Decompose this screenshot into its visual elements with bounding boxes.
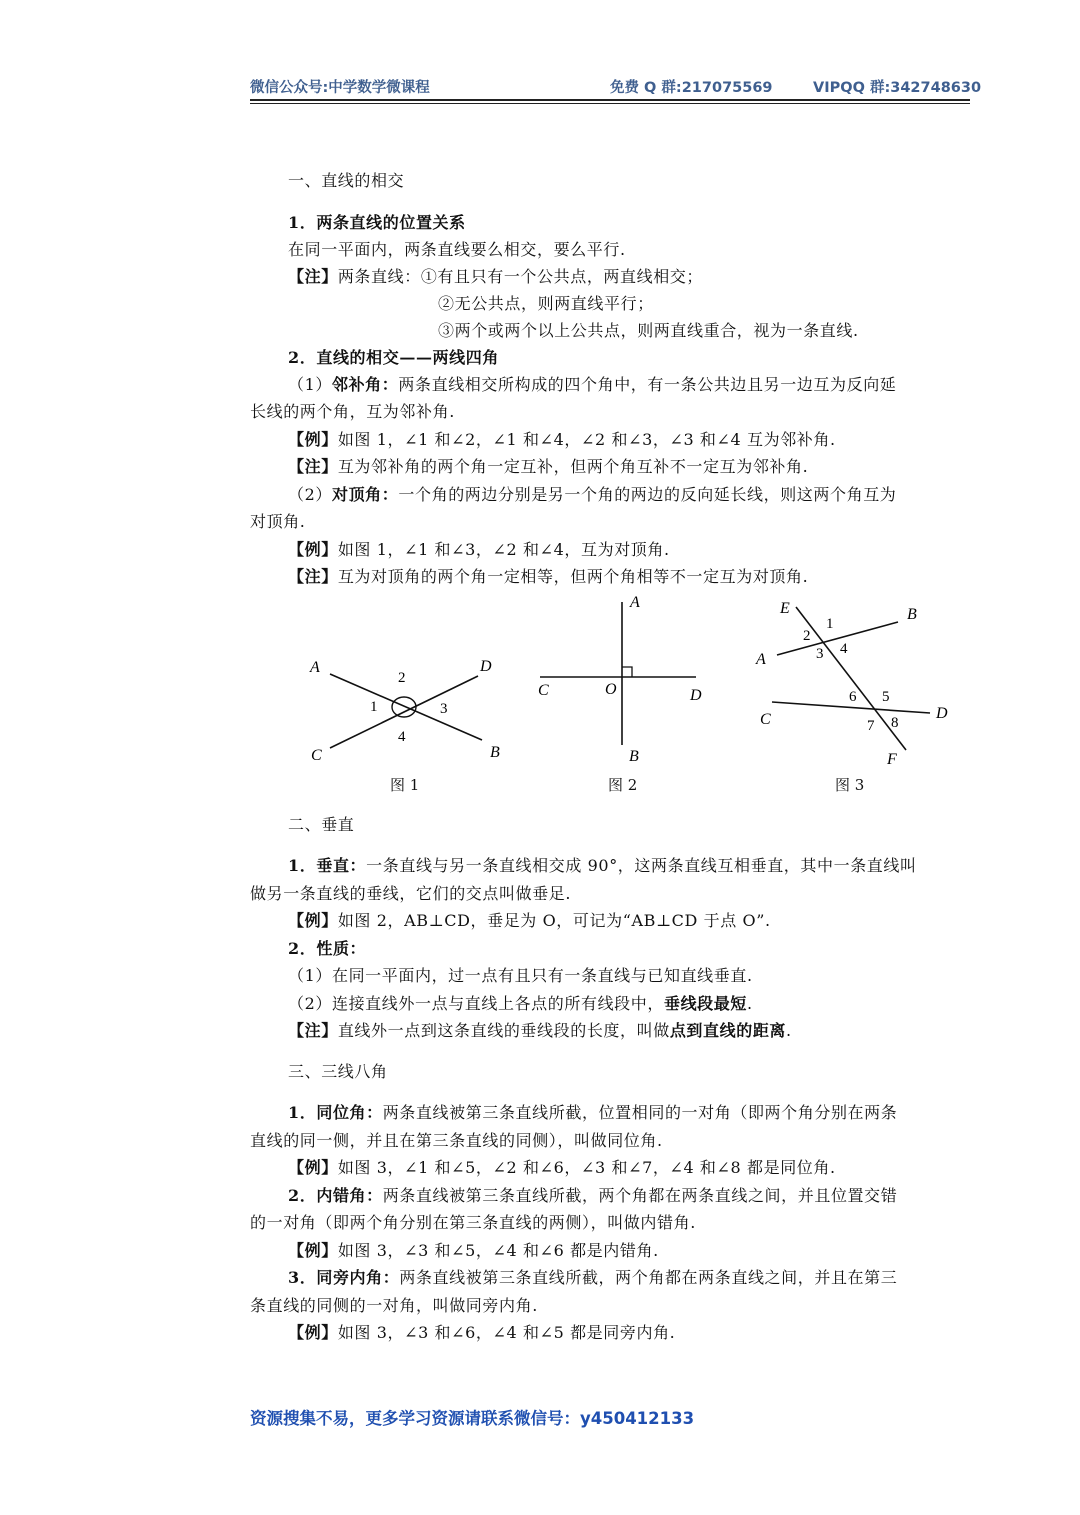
paragraph: 1．同位角：两条直线被第三条直线所截，位置相同的一对角（即两个角分别在两条 (288, 1103, 898, 1122)
point-c: C (311, 747, 322, 764)
point-a: A (756, 651, 766, 668)
section-title-intersection: 一、直线的相交 (288, 171, 405, 190)
paragraph: 3．同旁内角：两条直线被第三条直线所截，两个角都在两条直线之间，并且在第三 (288, 1268, 898, 1287)
point-f: F (887, 751, 897, 768)
header-rule (250, 99, 970, 101)
paragraph: 长线的两个角，互为邻补角. (250, 402, 455, 421)
property-1: （1）在同一平面内，过一点有且只有一条直线与已知直线垂直. (288, 966, 753, 985)
line-ab (330, 674, 482, 740)
note-line: 【注】互为邻补角的两个角一定互补，但两个角互补不一定互为邻补角. (288, 457, 809, 476)
point-b: B (907, 606, 917, 623)
subsection-properties: 2．性质： (288, 939, 367, 958)
figure-3 (740, 592, 960, 777)
property-2: （2）连接直线外一点与直线上各点的所有线段中，垂线段最短. (288, 994, 753, 1013)
figure-3-caption: 图 3 (835, 776, 865, 794)
subsection-intersection: 2．直线的相交——两线四角 (288, 348, 499, 367)
example-line: 【例】如图 3，∠3 和∠5，∠4 和∠6 都是内错角. (288, 1241, 659, 1260)
note-line: 【注】互为对顶角的两个角一定相等，但两个角相等不一定互为对顶角. (288, 567, 809, 586)
paragraph: （1）邻补角：两条直线相交所构成的四个角中，有一条公共边且另一边互为反向延 (288, 375, 897, 394)
page-header (250, 76, 982, 96)
angle-3: 3 (816, 646, 824, 662)
header-vip-qq: VIPQQ 群:342748630 (813, 80, 982, 96)
point-d: D (480, 658, 492, 675)
paragraph: 做另一条直线的垂线，它们的交点叫做垂足. (250, 884, 572, 903)
point-b: B (490, 744, 500, 761)
example-line: 【例】如图 3，∠1 和∠5，∠2 和∠6，∠3 和∠7，∠4 和∠8 都是同位角. (288, 1158, 836, 1177)
right-angle-mark (622, 667, 632, 677)
footer-contact: 资源搜集不易，更多学习资源请联系微信号：y450412133 (250, 1409, 695, 1428)
paragraph: （2）对顶角：一个角的两边分别是另一个角的两边的反向延长线，则这两个角互为 (288, 485, 897, 504)
example-line: 【例】如图 3，∠3 和∠6，∠4 和∠5 都是同旁内角. (288, 1323, 676, 1342)
note-line: 【注】直线外一点到这条直线的垂线段的长度，叫做点到直线的距离. (288, 1021, 792, 1040)
angle-8: 8 (891, 715, 899, 731)
figure-2-caption: 图 2 (608, 776, 638, 794)
paragraph: 对顶角. (250, 512, 306, 531)
angle-1: 1 (370, 699, 378, 715)
point-e: E (780, 600, 790, 617)
point-c: C (538, 682, 549, 699)
example-line: 【例】如图 1，∠1 和∠2，∠1 和∠4，∠2 和∠3，∠3 和∠4 互为邻补角. (288, 430, 836, 449)
point-b: B (629, 748, 639, 765)
point-d: D (936, 705, 948, 722)
angle-5: 5 (882, 689, 890, 705)
section-title-perpendicular: 二、垂直 (288, 815, 355, 834)
angle-2: 2 (398, 670, 406, 686)
figure-1-caption: 图 1 (390, 776, 420, 794)
example-line: 【例】如图 1，∠1 和∠3，∠2 和∠4，互为对顶角. (288, 540, 670, 559)
point-c: C (760, 711, 771, 728)
angle-3: 3 (440, 701, 448, 717)
paragraph: 1．垂直：一条直线与另一条直线相交成 90°，这两条直线互相垂直，其中一条直线叫 (288, 856, 917, 875)
point-a: A (310, 659, 320, 676)
angle-2: 2 (803, 628, 811, 644)
header-free-qq: 免费 Q 群:217075569 (610, 80, 773, 96)
paragraph: 在同一平面内，两条直线要么相交，要么平行. (288, 240, 626, 259)
angle-4: 4 (840, 641, 848, 657)
example-line: 【例】如图 2，AB⊥CD，垂足为 O，可记为“AB⊥CD 于点 O”. (288, 911, 771, 930)
point-d: D (690, 687, 702, 704)
point-o: O (605, 681, 617, 698)
angle-6: 6 (849, 689, 857, 705)
line-ef (796, 607, 906, 750)
header-rule-thin (250, 103, 970, 104)
note-line: ③两个或两个以上公共点，则两直线重合，视为一条直线. (438, 321, 859, 340)
angle-1: 1 (826, 616, 834, 632)
paragraph: 2．内错角：两条直线被第三条直线所截，两个角都在两条直线之间，并且位置交错 (288, 1186, 898, 1205)
paragraph: 的一对角（即两个角分别在第三条直线的两侧），叫做内错角. (250, 1213, 696, 1232)
angle-4: 4 (398, 729, 406, 745)
note-line: ②无公共点，则两直线平行； (438, 294, 654, 313)
paragraph: 直线的同一侧，并且在第三条直线的同侧），叫做同位角. (250, 1131, 663, 1150)
paragraph: 条直线的同侧的一对角，叫做同旁内角. (250, 1296, 538, 1315)
angle-7: 7 (867, 718, 875, 734)
note-line: 【注】两条直线：①有且只有一个公共点，两直线相交； (288, 267, 704, 286)
section-title-three-lines: 三、三线八角 (288, 1062, 388, 1081)
point-a: A (630, 594, 640, 611)
figure-2 (530, 590, 720, 770)
header-wechat: 微信公众号:中学数学微课程 (250, 80, 430, 96)
subsection-position: 1．两条直线的位置关系 (288, 213, 466, 232)
line-ab (777, 622, 898, 655)
